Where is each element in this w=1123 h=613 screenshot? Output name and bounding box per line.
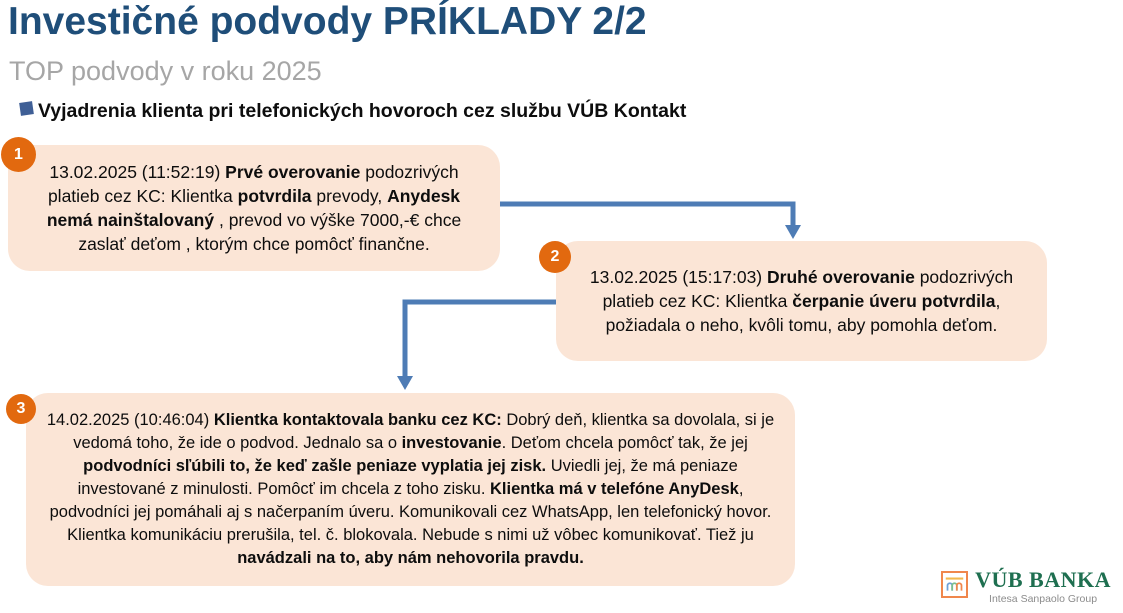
- callout-text-3: 14.02.2025 (10:46:04) Klientka kontaktovala banku cez KC: Dobrý deň, klientka sa dovolala, si je vedomá toho, že ide o podvod. Jednalo sa o investovanie. Deťom chcela pomôcť tak, že jej podvodníci sľúbili to, že keď zašle peniaze vyplatia jej zisk. Uviedli jej, že má peniaze investované z minulosti. Pomôcť im chcela z toho zisku. Klientka má v telefóne AnyDesk, podvodníci jej pomáhali aj s načerpaním úveru. Komunikovali cez WhatsApp, len telefonický hovor. Klientka komunikáciu prerušila, tel. č. blokovala. Nebude s nimi už vôbec komunikovať. Tiež ju navádzali na to, aby nám nehovorila pravdu.: [46, 410, 775, 568]
- section-heading: [20, 100, 686, 123]
- callout-box-2: [556, 241, 1047, 361]
- callout-text-2: 13.02.2025 (15:17:03) Druhé overovanie podozrivých platieb cez KC: Klientka čerpanie úveru potvrdila, požiadala o neho, kvôli tomu, aby pomohla deťom.: [589, 266, 1014, 336]
- page-title: Investičné podvody PRÍKLADY 2/2: [8, 0, 647, 43]
- callout-box-1: [8, 145, 500, 271]
- callout-text-1: 13.02.2025 (11:52:19) Prvé overovanie podozrivých platieb cez KC: Klientka potvrdila prevody, Anydesk nemá nainštalovaný , prevod vo výške 7000,-€ chce zaslať deťom , ktorým chce pomôcť finančne.: [46, 161, 462, 255]
- connector-arrow-2: [397, 302, 556, 390]
- connector-arrow-1: [500, 204, 801, 239]
- callout-number-badge-1: 1: [1, 137, 36, 172]
- callout-number-badge-3: 3: [6, 394, 36, 424]
- callout-box-3: [26, 393, 795, 586]
- vub-brand-name: VÚB BANKA: [975, 567, 1111, 592]
- vub-arches-icon: [941, 571, 968, 598]
- bullet-square-icon: [19, 101, 34, 116]
- section-heading-text: Vyjadrenia klienta pri telefonických hovoroch cez službu VÚB Kontakt: [38, 100, 687, 122]
- callout-number-badge-2: 2: [539, 241, 571, 273]
- vub-logo: [941, 569, 1111, 605]
- page-subtitle: TOP podvody v roku 2025: [9, 56, 322, 86]
- vub-group-name: Intesa Sanpaolo Group: [989, 593, 1098, 605]
